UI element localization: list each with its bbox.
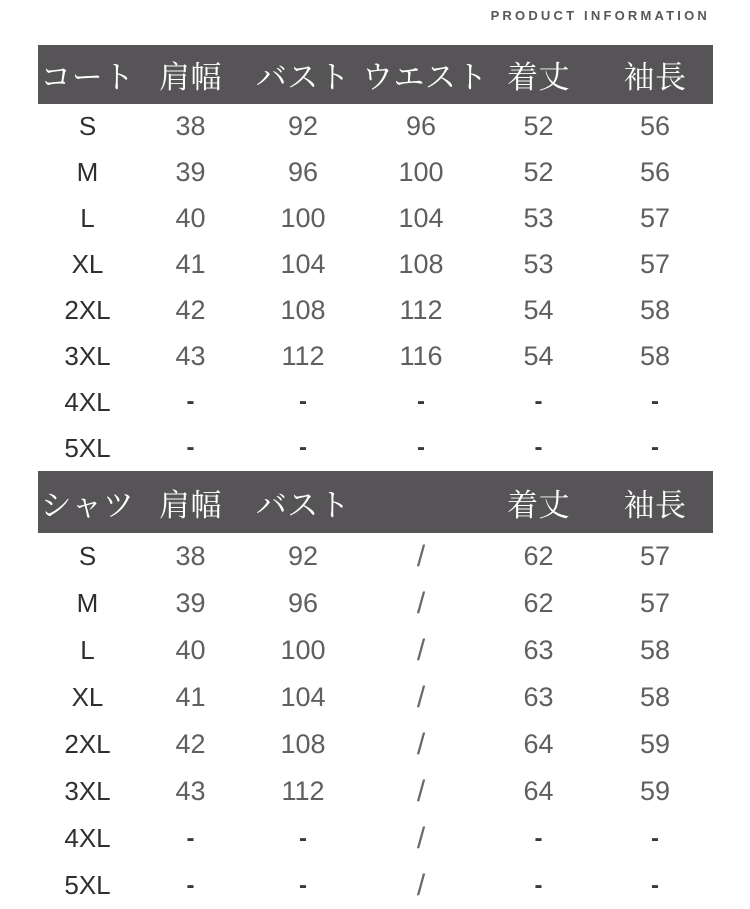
- shirt-value-cell: 57: [639, 541, 671, 572]
- coat-value-cell: -: [299, 434, 307, 462]
- coat-value-cell: 96: [287, 157, 319, 188]
- shirt-value-cell: 58: [639, 682, 671, 713]
- coat-value-cell: -: [299, 388, 307, 416]
- coat-value-cell: 42: [175, 295, 206, 325]
- shirt-value-cell: 42: [175, 729, 206, 760]
- coat-table-row-3xl: [38, 333, 713, 379]
- shirt-value-cell: 104: [280, 682, 326, 713]
- coat-size-label: 2XL: [64, 295, 111, 325]
- coat-value-cell: 41: [175, 249, 206, 280]
- shirt-table-row-m: [38, 580, 713, 627]
- shirt-table-row-l: [38, 627, 713, 674]
- coat-header-col-3: ウエスト: [362, 60, 488, 95]
- shirt-value-cell: 62: [523, 541, 554, 572]
- shirt-value-cell: 64: [523, 729, 554, 760]
- coat-header-col-1: 肩幅: [159, 60, 222, 95]
- shirt-value-cell: 40: [175, 635, 206, 666]
- shirt-size-label: 3XL: [64, 776, 111, 807]
- coat-value-cell: 96: [405, 111, 437, 142]
- coat-value-cell: -: [651, 388, 659, 416]
- shirt-value-cell: -: [299, 871, 307, 899]
- coat-size-label: M: [76, 157, 99, 188]
- shirt-value-cell: 39: [175, 588, 206, 619]
- coat-value-cell: 53: [523, 203, 554, 234]
- shirt-table-row-4xl: [38, 815, 713, 862]
- shirt-size-label: S: [78, 541, 97, 572]
- coat-size-label: 5XL: [64, 432, 111, 463]
- coat-value-cell: 54: [523, 295, 554, 325]
- shirt-header-col-5: 袖長: [623, 487, 687, 523]
- coat-value-cell: 53: [523, 249, 554, 280]
- coat-value-cell: 92: [287, 111, 319, 142]
- shirt-size-label: 4XL: [64, 823, 111, 854]
- coat-size-table: [38, 45, 713, 471]
- shirt-value-cell: 63: [523, 682, 554, 713]
- shirt-value-cell: /: [416, 727, 426, 761]
- coat-value-cell: 52: [523, 111, 554, 142]
- coat-value-cell: 116: [399, 340, 443, 371]
- coat-size-label: XL: [71, 249, 104, 280]
- shirt-table-row-5xl: [38, 862, 713, 909]
- coat-size-label: 4XL: [64, 386, 111, 417]
- coat-value-cell: 57: [639, 249, 671, 280]
- coat-value-cell: 112: [281, 340, 325, 371]
- shirt-value-cell: 38: [175, 541, 206, 572]
- shirt-value-cell: 57: [639, 588, 671, 619]
- shirt-value-cell: 62: [523, 588, 554, 619]
- coat-value-cell: 104: [280, 249, 326, 280]
- shirt-header-col-4: 着丈: [507, 487, 570, 523]
- shirt-value-cell: 64: [523, 776, 554, 807]
- shirt-table-row-2xl: [38, 721, 713, 768]
- coat-value-cell: 56: [639, 111, 671, 142]
- shirt-value-cell: 96: [287, 588, 319, 619]
- coat-table-row-l: [38, 196, 713, 242]
- coat-table-row-4xl: [38, 379, 713, 425]
- coat-table-header-row: [38, 45, 713, 104]
- coat-table-row-m: [38, 150, 713, 196]
- coat-value-cell: 104: [398, 203, 444, 234]
- coat-value-cell: 108: [398, 249, 444, 280]
- coat-value-cell: 54: [523, 340, 554, 371]
- coat-value-cell: 43: [175, 340, 206, 371]
- coat-header-col-2: バスト: [255, 60, 351, 95]
- coat-table-row-5xl: [38, 425, 713, 471]
- coat-value-cell: 39: [175, 157, 206, 188]
- shirt-value-cell: /: [416, 586, 426, 620]
- coat-value-cell: 108: [280, 295, 326, 325]
- coat-value-cell: -: [417, 388, 425, 416]
- coat-table-row-s: [38, 104, 713, 150]
- shirt-table-header-row: [38, 471, 713, 533]
- size-tables-container: [38, 45, 713, 909]
- shirt-value-cell: 108: [280, 729, 326, 760]
- shirt-value-cell: -: [534, 824, 543, 852]
- shirt-value-cell: -: [534, 871, 543, 899]
- coat-value-cell: 100: [280, 203, 326, 234]
- coat-header-col-0: コート: [40, 60, 135, 95]
- shirt-value-cell: /: [416, 633, 426, 667]
- coat-size-label: L: [80, 203, 95, 234]
- shirt-value-cell: /: [416, 821, 426, 855]
- coat-value-cell: -: [186, 434, 195, 462]
- coat-value-cell: 58: [639, 295, 671, 325]
- shirt-value-cell: 59: [639, 729, 671, 760]
- shirt-value-cell: /: [416, 680, 426, 714]
- coat-value-cell: -: [651, 434, 659, 462]
- shirt-size-label: M: [76, 588, 99, 619]
- coat-value-cell: -: [534, 388, 543, 416]
- shirt-value-cell: /: [416, 868, 426, 902]
- shirt-header-col-1: 肩幅: [159, 487, 222, 523]
- coat-value-cell: 112: [399, 295, 443, 325]
- coat-table-row-2xl: [38, 288, 713, 334]
- shirt-value-cell: -: [186, 824, 195, 852]
- coat-value-cell: 58: [639, 340, 671, 371]
- shirt-value-cell: 100: [280, 635, 326, 666]
- shirt-value-cell: 58: [639, 635, 671, 666]
- coat-value-cell: 56: [639, 157, 671, 188]
- coat-value-cell: 100: [398, 157, 444, 188]
- shirt-value-cell: 63: [523, 635, 554, 666]
- coat-value-cell: -: [186, 388, 195, 416]
- shirt-value-cell: -: [299, 824, 307, 852]
- coat-size-label: 3XL: [64, 340, 111, 371]
- shirt-size-label: 5XL: [64, 870, 111, 901]
- shirt-size-label: 2XL: [64, 729, 111, 760]
- shirt-header-col-0: シャツ: [40, 487, 135, 523]
- page-title: PRODUCT INFORMATION: [490, 8, 710, 23]
- coat-value-cell: -: [417, 434, 425, 462]
- coat-table-row-xl: [38, 242, 713, 288]
- shirt-value-cell: /: [416, 774, 426, 808]
- coat-value-cell: 57: [639, 203, 671, 234]
- shirt-size-label: XL: [71, 682, 104, 713]
- coat-header-col-4: 着丈: [507, 60, 570, 95]
- shirt-size-table: [38, 471, 713, 909]
- shirt-table-row-xl: [38, 674, 713, 721]
- shirt-value-cell: 59: [639, 776, 671, 807]
- shirt-table-row-3xl: [38, 768, 713, 815]
- shirt-header-col-2: バスト: [255, 487, 351, 523]
- coat-value-cell: 40: [175, 203, 206, 234]
- shirt-value-cell: /: [416, 539, 426, 573]
- shirt-value-cell: 41: [175, 682, 206, 713]
- shirt-value-cell: -: [186, 871, 195, 899]
- coat-value-cell: 52: [523, 157, 554, 188]
- coat-header-col-5: 袖長: [623, 60, 687, 95]
- shirt-value-cell: 92: [287, 541, 319, 572]
- shirt-value-cell: 112: [281, 776, 325, 807]
- coat-value-cell: 38: [175, 111, 206, 142]
- shirt-table-row-s: [38, 533, 713, 580]
- shirt-size-label: L: [80, 635, 95, 666]
- shirt-value-cell: -: [651, 871, 659, 899]
- coat-value-cell: -: [534, 434, 543, 462]
- coat-size-label: S: [78, 111, 97, 142]
- shirt-value-cell: 43: [175, 776, 206, 807]
- shirt-value-cell: -: [651, 824, 659, 852]
